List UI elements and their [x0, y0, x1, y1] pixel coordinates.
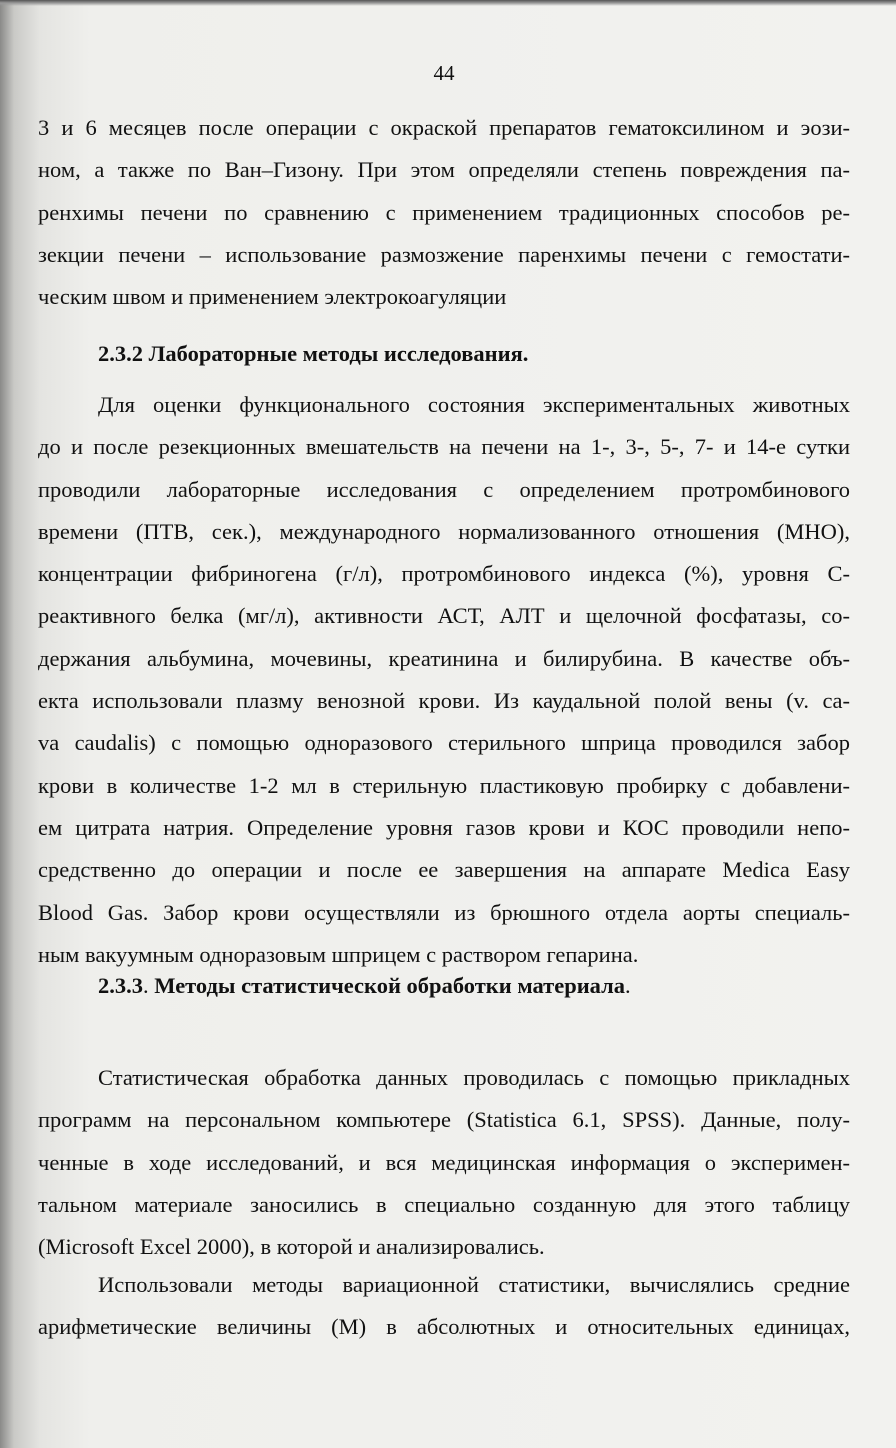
paragraph-histology — [38, 107, 850, 318]
text-line: Статистическая обработка данных проводилась с помощью прикладных — [98, 1065, 850, 1090]
text-line: до и после резекционных вмешательств на печени на 1-, 3-, 5-, 7- и 14-е сутки — [38, 434, 850, 460]
text-line: ческим швом и применением электрокоагуляции — [38, 284, 507, 310]
heading-separator: . — [143, 973, 155, 998]
paragraph-laboratory-methods — [38, 384, 850, 976]
text-line: средственно до операции и после ее завершения на аппарате Medica Easy — [38, 857, 850, 883]
text-line: Blood Gas. Забор крови осуществляли из брюшного отдела аорты специаль- — [38, 899, 850, 925]
paragraph-variation-statistics — [38, 1264, 850, 1349]
text-line: проводили лабораторные исследования с определением протромбинового — [38, 476, 850, 502]
text-line: концентрации фибриногена (г/л), протромбинового индекса (%), уровня С- — [38, 561, 850, 587]
text-line: ем цитрата натрия. Определение уровня газов крови и КОС проводили непо- — [38, 814, 850, 840]
section-heading-laboratory-methods: 2.3.2 Лабораторные методы исследования. — [98, 341, 529, 366]
heading-number: 2.3.3 — [98, 973, 143, 998]
page-number: 44 — [433, 61, 455, 85]
heading-end-period: . — [625, 973, 631, 998]
text-line: зекции печени – использование размозжение паренхимы печени с гемостати- — [38, 241, 850, 267]
text-line: екта использовали плазму венозной крови. Из каудальной полой вены (v. ca- — [38, 688, 850, 714]
text-line: (Microsoft Excel 2000), в которой и анализировались. — [38, 1234, 545, 1260]
text-line: Для оценки функционального состояния экспериментальных животных — [98, 392, 850, 417]
text-line: ренхимы печени по сравнению с применением традиционных способов ре- — [38, 199, 850, 225]
text-line: крови в количестве 1-2 мл в стерильную пластиковую пробирку с добавлени- — [38, 772, 850, 798]
text-line: ном, а также по Ван–Гизону. При этом определяли степень повреждения па- — [38, 157, 850, 183]
text-line: программ на персональном компьютере (Statistica 6.1, SPSS). Данные, полу- — [38, 1107, 850, 1133]
heading-title: Методы статистической обработки материала — [154, 973, 626, 998]
text-line: ченные в ходе исследований, и вся медицинская информация о эксперимен- — [38, 1149, 850, 1175]
scan-top-edge — [0, 0, 896, 6]
text-line: держания альбумина, мочевины, креатинина и билирубина. В качестве объ- — [38, 645, 850, 671]
text-line: тальном материале заносились в специально созданную для этого таблицу — [38, 1191, 850, 1217]
text-line: ным вакуумным одноразовым шприцем с раствором гепарина. — [38, 941, 639, 967]
text-line: времени (ПТВ, сек.), международного нормализованного отношения (МНО), — [38, 518, 850, 544]
text-line: реактивного белка (мг/л), активности АСТ, АЛТ и щелочной фосфатазы, со- — [38, 603, 850, 629]
section-heading-statistical-methods — [98, 973, 631, 999]
text-line: va caudalis) с помощью одноразового стерильного шприца проводился забор — [38, 730, 850, 756]
text-line: арифметические величины (М) в абсолютных и относительных единицах, — [38, 1314, 850, 1340]
text-line: Использовали методы вариационной статистики, вычислялись средние — [98, 1272, 850, 1297]
paragraph-statistical-processing — [38, 1057, 850, 1268]
text-line: 3 и 6 месяцев после операции с окраской препаратов гематоксилином и эози- — [38, 115, 850, 140]
